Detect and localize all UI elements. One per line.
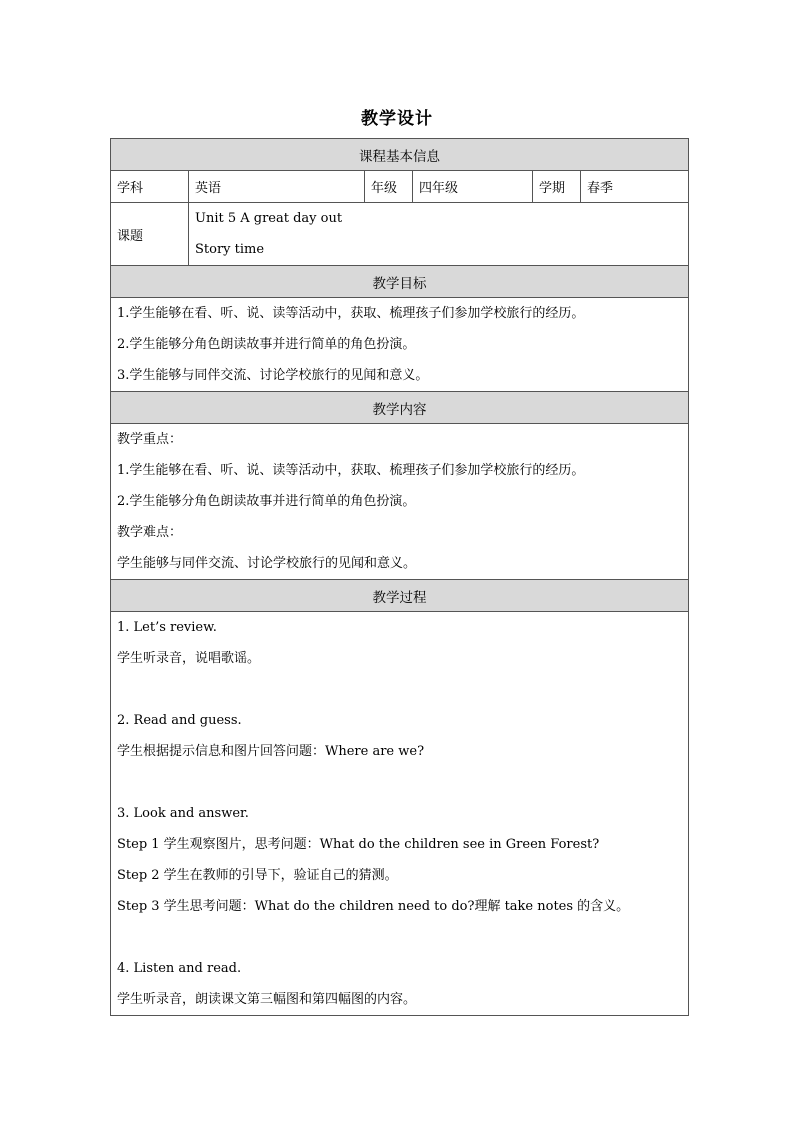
content-header: 教学内容	[111, 392, 689, 424]
term-value: 春季	[581, 171, 689, 203]
subject-label: 学科	[111, 171, 189, 203]
document-title: 教学设计	[361, 109, 433, 129]
spacer	[117, 674, 682, 705]
key-point-item: 2.学生能够分角色朗读故事并进行简单的角色扮演。	[117, 494, 416, 509]
step-line: Step 1 学生观察图片，思考问题：What do the children see in Green Forest?	[117, 837, 600, 852]
basic-info-row	[111, 171, 689, 203]
objective-item: 2.学生能够分角色朗读故事并进行简单的角色扮演。	[117, 337, 416, 352]
objectives-cell	[111, 298, 689, 392]
step-line: Step 2 学生在教师的引导下，验证自己的猜测。	[117, 868, 398, 883]
step-line: 学生听录音，说唱歌谣。	[117, 651, 261, 666]
step-line: Step 3 学生思考问题：What do the children need to do?理解 take notes 的含义。	[117, 899, 630, 914]
subject-value: 英语	[189, 171, 365, 203]
step-title: 2. Read and guess.	[117, 713, 242, 728]
difficult-points-label: 教学难点：	[117, 525, 183, 540]
key-points-label: 教学重点：	[117, 432, 183, 447]
step-line: 学生听录音，朗读课文第三幅图和第四幅图的内容。	[117, 992, 417, 1007]
objectives-row	[111, 298, 689, 392]
basic-info-header-row	[111, 139, 689, 171]
process-header: 教学过程	[111, 580, 689, 612]
step-title: 3. Look and answer.	[117, 806, 249, 821]
topic-row	[111, 203, 689, 266]
process-row	[111, 612, 689, 1016]
term-label: 学期	[533, 171, 581, 203]
spacer	[117, 767, 682, 798]
key-point-item: 1.学生能够在看、听、说、读等活动中，获取、梳理孩子们参加学校旅行的经历。	[117, 463, 585, 478]
objective-item: 3.学生能够与同伴交流、讨论学校旅行的见闻和意义。	[117, 368, 429, 383]
process-header-row	[111, 580, 689, 612]
grade-label: 年级	[365, 171, 413, 203]
difficult-point-text: 学生能够与同伴交流、讨论学校旅行的见闻和意义。	[117, 556, 417, 571]
content-header-row	[111, 392, 689, 424]
step-title: 1. Let’s review.	[117, 620, 217, 635]
topic-line: Story time	[195, 242, 265, 257]
content-row	[111, 424, 689, 580]
lesson-plan-table	[110, 138, 689, 1016]
content-cell	[111, 424, 689, 580]
step-line: 学生根据提示信息和图片回答问题：Where are we?	[117, 744, 425, 759]
basic-info-header: 课程基本信息	[111, 139, 689, 171]
step-title: 4. Listen and read.	[117, 961, 242, 976]
topic-line: Unit 5 A great day out	[195, 211, 343, 226]
objectives-header: 教学目标	[111, 266, 689, 298]
topic-value	[189, 203, 689, 266]
spacer	[117, 922, 682, 953]
objectives-header-row	[111, 266, 689, 298]
objective-item: 1.学生能够在看、听、说、读等活动中，获取、梳理孩子们参加学校旅行的经历。	[117, 306, 585, 321]
grade-value: 四年级	[413, 171, 533, 203]
topic-label: 课题	[111, 203, 189, 266]
process-cell	[111, 612, 689, 1016]
